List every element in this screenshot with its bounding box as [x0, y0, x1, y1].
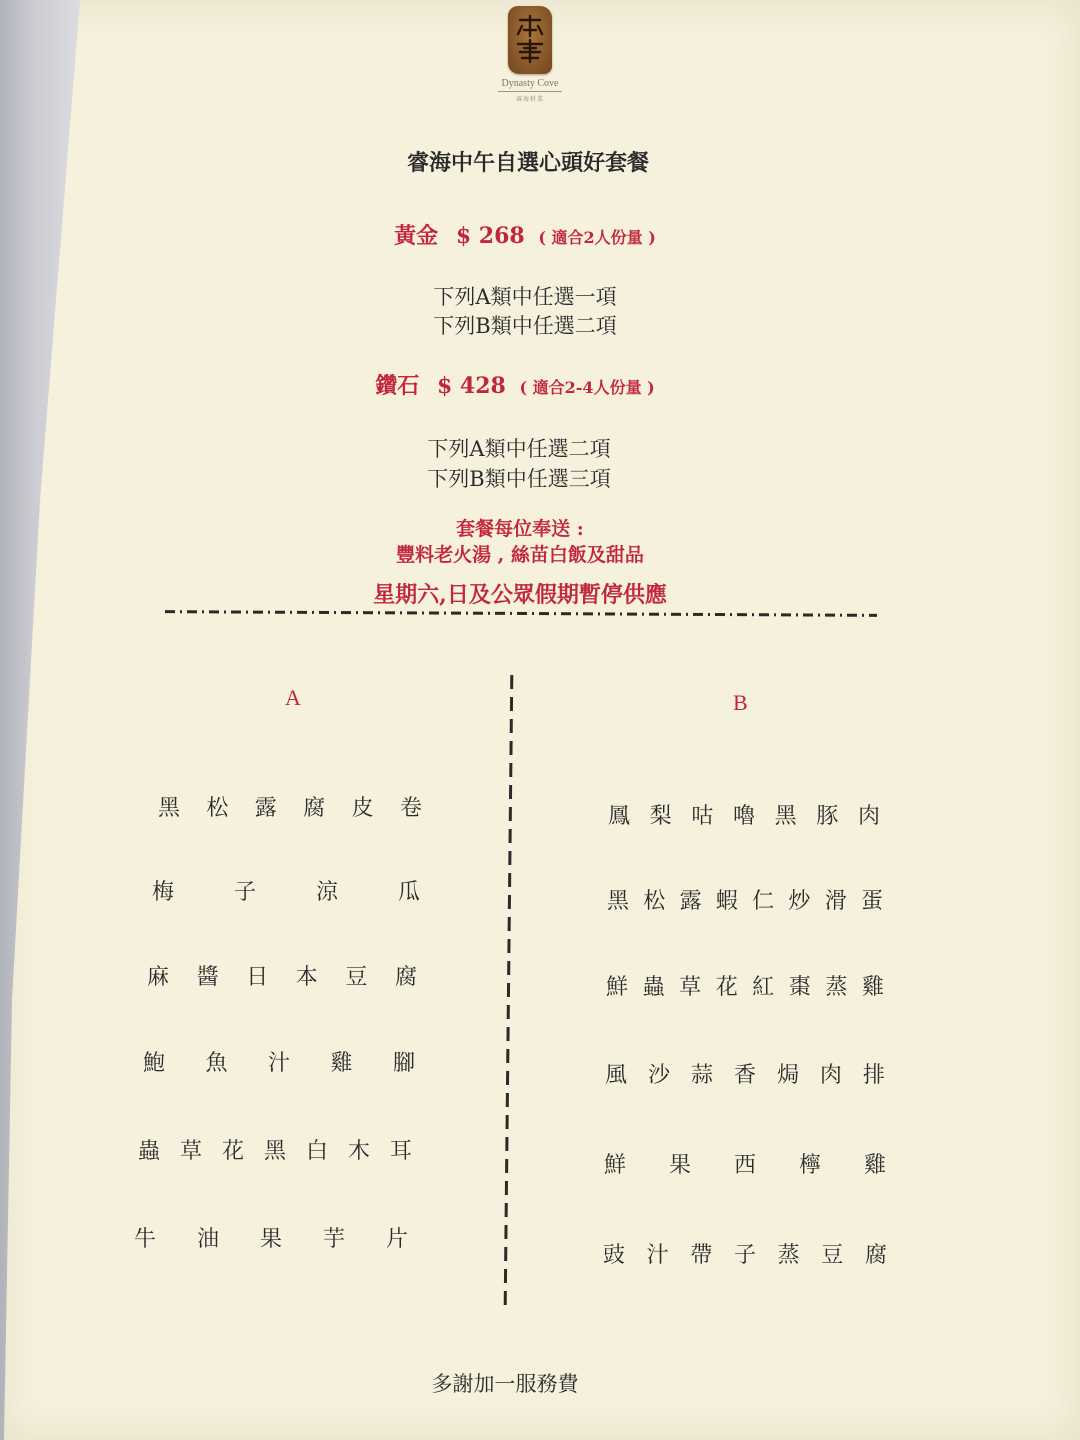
column-a-heading: A [285, 685, 301, 710]
dish-char: 豉 [603, 1242, 626, 1268]
bonus-items: 豐料老火湯 , 絲苗白飯及甜品 [396, 544, 644, 566]
dish-a-3 [147, 960, 417, 990]
gold-price: $ 268 [455, 223, 525, 249]
dish-a-4 [143, 1046, 415, 1076]
dish-char: 梅 [152, 879, 175, 905]
dish-char: 雞 [863, 1152, 886, 1178]
dish-a-5 [138, 1134, 412, 1164]
dish-char: 瓜 [397, 879, 420, 905]
dish-char: 芋 [322, 1226, 345, 1252]
dish-char: 魚 [205, 1050, 228, 1076]
holiday-notice: 星期六,日及公眾假期暫停供應 [373, 582, 667, 608]
dish-char: 本 [295, 964, 318, 990]
dish-b-2 [607, 884, 883, 914]
gold-note: ( 適合2人份量 ) [538, 228, 656, 247]
dish-char: 蟲 [138, 1138, 161, 1164]
dish-char: 滑 [824, 888, 847, 914]
dish-char: 沙 [647, 1062, 670, 1088]
dish-char: 松 [206, 795, 229, 821]
dish-a-1 [158, 791, 422, 821]
logo-seal-icon [508, 6, 552, 74]
gold-label: 黃金 [394, 223, 439, 249]
dish-a-2 [152, 875, 420, 905]
gold-rule-b: 下列B類中任選二項 [433, 314, 617, 338]
dish-char: 焗 [776, 1062, 799, 1088]
dish-char: 草 [179, 1138, 202, 1164]
column-b-heading: B [733, 690, 748, 715]
dish-char: 草 [679, 974, 702, 1000]
service-charge-note: 多謝加一服務費 [431, 1372, 579, 1396]
dish-char: 耳 [389, 1138, 412, 1164]
dish-char: 肉 [819, 1062, 842, 1088]
dish-char: 嚕 [732, 803, 755, 829]
diamond-note: ( 適合2-4人份量 ) [519, 378, 655, 397]
dish-char: 露 [254, 795, 277, 821]
dish-char: 果 [668, 1152, 691, 1178]
dish-char: 帶 [690, 1242, 713, 1268]
dish-char: 蒜 [690, 1062, 713, 1088]
bonus-heading: 套餐每位奉送 : [456, 518, 584, 540]
diamond-price: $ 428 [436, 373, 506, 399]
dish-char: 腐 [394, 964, 417, 990]
gold-set [0, 219, 1050, 250]
diamond-label: 鑽石 [375, 373, 420, 399]
dish-b-1 [608, 799, 880, 829]
diamond-set [0, 369, 1040, 400]
dish-char: 雞 [330, 1050, 353, 1076]
dish-char: 鮮 [604, 1152, 627, 1178]
dish-char: 蒸 [825, 974, 848, 1000]
dish-char: 汁 [267, 1050, 290, 1076]
dish-char: 黑 [158, 795, 181, 821]
dish-char: 黑 [263, 1138, 286, 1164]
dish-char: 紅 [752, 974, 775, 1000]
dish-char: 仁 [752, 888, 775, 914]
logo-subtitle: 睿海軒菜 [515, 96, 544, 103]
dish-char: 黑 [607, 888, 630, 914]
menu-title: 睿海中午自選心頭好套餐 [406, 150, 649, 176]
dish-char: 汁 [646, 1242, 669, 1268]
dish-char: 麻 [147, 964, 170, 990]
dish-char: 咕 [691, 803, 714, 829]
dish-char: 鮮 [606, 974, 629, 1000]
dish-char: 卷 [399, 795, 422, 821]
dish-char: 檸 [798, 1152, 821, 1178]
dish-char: 腐 [864, 1242, 887, 1268]
dish-char: 豆 [345, 964, 368, 990]
dish-char: 蝦 [715, 888, 738, 914]
gold-rule-a: 下列A類中任選一項 [433, 285, 617, 309]
dish-char: 蛋 [860, 888, 883, 914]
dish-char: 棗 [788, 974, 811, 1000]
dish-char: 排 [862, 1062, 885, 1088]
dish-char: 醬 [196, 964, 219, 990]
dish-char: 白 [305, 1138, 328, 1164]
dish-b-6 [603, 1238, 887, 1268]
dish-char: 花 [221, 1138, 244, 1164]
dish-char: 鮑 [143, 1050, 166, 1076]
dish-char: 黑 [774, 803, 797, 829]
dish-char: 風 [605, 1062, 628, 1088]
dish-char: 子 [733, 1242, 756, 1268]
dish-char: 牛 [134, 1226, 157, 1252]
dish-b-4 [605, 1058, 885, 1088]
dish-char: 豆 [821, 1242, 844, 1268]
logo-rule [498, 91, 562, 92]
dish-char: 子 [233, 879, 256, 905]
dish-b-3 [606, 970, 884, 1000]
dish-char: 日 [246, 964, 269, 990]
dish-char: 鳳 [608, 803, 631, 829]
dish-char: 肉 [857, 803, 880, 829]
dish-char: 蒸 [777, 1242, 800, 1268]
restaurant-logo [495, 6, 565, 103]
dish-b-5 [604, 1148, 886, 1178]
dish-char: 皮 [351, 795, 374, 821]
dish-char: 炒 [788, 888, 811, 914]
dish-char: 油 [196, 1226, 219, 1252]
dish-char: 香 [733, 1062, 756, 1088]
dish-char: 梨 [649, 803, 672, 829]
dish-char: 蟲 [642, 974, 665, 1000]
dish-a-6 [134, 1222, 408, 1252]
dish-char: 果 [259, 1226, 282, 1252]
dish-char: 腳 [392, 1050, 415, 1076]
logo-name: Dynasty Cove [501, 78, 559, 89]
dish-char: 片 [385, 1226, 408, 1252]
dish-char: 西 [733, 1152, 756, 1178]
dish-char: 腐 [303, 795, 326, 821]
dish-char: 露 [679, 888, 702, 914]
dish-char: 涼 [315, 879, 338, 905]
diamond-rule-a: 下列A類中任選二項 [427, 437, 611, 461]
dish-char: 松 [643, 888, 666, 914]
dish-char: 花 [715, 974, 738, 1000]
dish-char: 豚 [816, 803, 839, 829]
dish-char: 雞 [861, 974, 884, 1000]
diamond-rule-b: 下列B類中任選三項 [427, 467, 611, 491]
dish-char: 木 [347, 1138, 370, 1164]
